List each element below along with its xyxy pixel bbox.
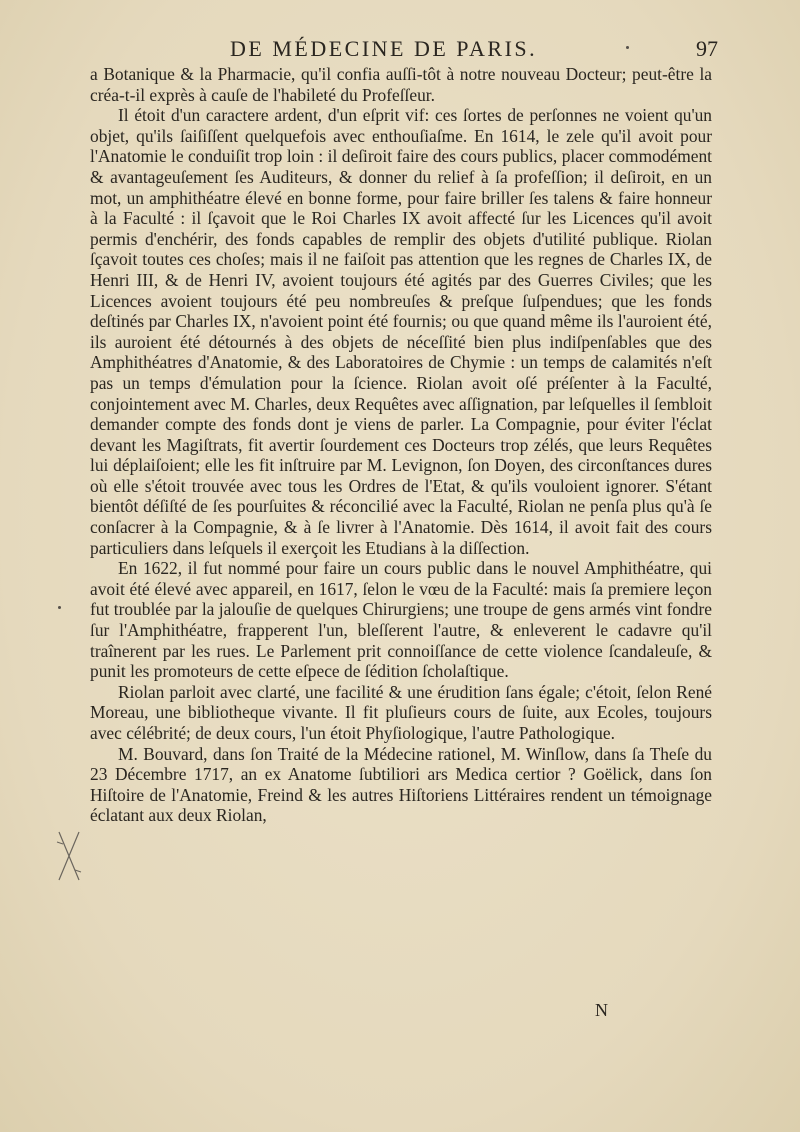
paragraph: M. Bouvard, dans ſon Traité de la Médecine rationel, M. Winſlow, dans ſa Theſe du 23 Décembre 1717, an ex Anatome ſubtiliori ars Medica certior ? Goëlick, dans ſon Hiſtoire de l'Anatomie, Freind & les autres Hiſtoriens Littéraires rendent un témoignage éclatant aux deux Riolan, [90, 743, 712, 826]
signature-mark: N [595, 1000, 608, 1020]
body-text [90, 64, 712, 826]
paragraph: a Botanique & la Pharmacie, qu'il confia auſſi-tôt à notre nouveau Docteur; peut-être la créa-t-il exprès à cauſe de l'habileté du Profeſſeur. [90, 64, 712, 105]
paragraph: En 1622, il fut nommé pour faire un cours public dans le nouvel Amphithéatre, qui avoit été élevé avec appareil, en 1617, ſelon le vœu de la Faculté: mais ſa premiere leçon fut troublée par la jalouſie de quelques Chirurgiens; une troupe de gens armés vint fondre ſur l'Amphithéatre, frapperent l'un, bleſſerent l'autre, & enleverent le cadavre qu'il traînerent par les rues. Le Parlement prit connoiſſance de cette violence ſcandaleuſe, & punit les promoteurs de cette eſpece de ſédition ſcholaſtique. [90, 558, 712, 682]
ink-spot [626, 46, 629, 49]
margin-cross-annotation-icon [55, 830, 83, 882]
ink-spot [58, 606, 61, 609]
running-title: DE MÉDECINE DE PARIS. [230, 36, 538, 61]
paragraph: Riolan parloit avec clarté, une facilité & une érudition ſans égale; c'étoit, ſelon René Moreau, une bibliotheque vivante. Il fit pluſieurs cours de ſuite, aux Ecoles, toujours avec célébrité; de deux cours, l'un étoit Phyſiologique, l'autre Pathologique. [90, 681, 712, 743]
paragraph: Il étoit d'un caractere ardent, d'un eſprit vif: ces ſortes de perſonnes ne voient qu'un objet, qu'ils ſaiſiſſent quelquefois avec enthouſiaſme. En 1614, le zele qu'il avoit pour l'Anatomie le conduiſit trop loin : il deſiroit faire des cours publics, placer commodément & avantageuſement ſes Auditeurs, & donner du relief à ſa profeſſion; il deſiroit, en un mot, un amphithéatre élevé en bonne forme, pour faire briller ſes talens & faire honneur à la Faculté : il ſçavoit que le Roi Charles IX avoit affecté ſur les Licences qu'il avoit permis d'enchérir, des fonds capables de remplir des objets d'utilité publique. Riolan ſçavoit toutes ces choſes; mais il ne faiſoit pas attention que les regnes de Charles IX, de Henri III, & de Henri IV, avoient toujours été agités par des Guerres Civiles; que les Licences avoient toujours été peu nombreuſes & preſque ſuſpendues; que les fonds deſtinés par Charles IX, n'avoient point été fournis; ou que quand même ils l'auroient été, ils auroient été détournés à des objets de néceſſité bien plus indiſpenſables que des Amphithéatres d'Anatomie, & des Laboratoires de Chymie : un temps de calamités n'eſt pas un temps d'émulation pour la ſcience. Riolan avoit oſé préſenter à la Faculté, conjointement avec M. Charles, deux Requêtes avec aſſignation, par leſquelles il ſembloit demander compte des fonds dont je viens de parler. La Compagnie, pour éviter l'éclat devant les Magiſtrats, fit avertir ſourdement ces Docteurs trop zélés, que leurs Requêtes lui déplaiſoient; elle les fit inſtruire par M. Levignon, ſon Doyen, des circonſtances dures où elle s'étoit trouvée avec tous les Ordres de l'Etat, & qu'ils vouloient ignorer. S'étant bientôt déſiſté de ſes pourſuites & réconcilié avec la Faculté, Riolan ne penſa plus qu'à ſe conſacrer à la Compagnie, & à ſe livrer à l'Anatomie. Dès 1614, il avoit fait des cours particuliers dans leſquels il exerçoit les Etudians à la diſſection. [90, 105, 712, 558]
page-number: 97 [696, 36, 718, 61]
